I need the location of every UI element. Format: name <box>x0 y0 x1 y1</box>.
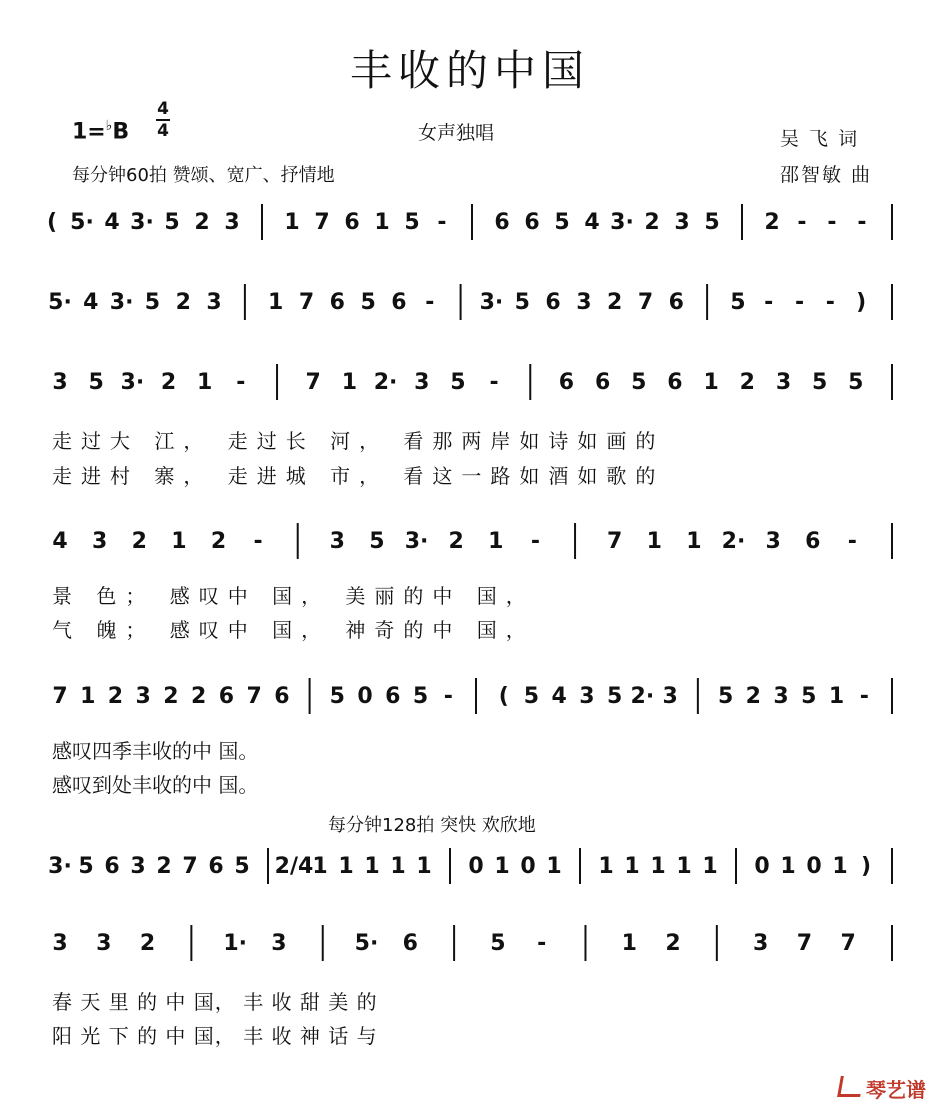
note-token: 3· <box>404 529 429 554</box>
note-token: 7 <box>246 684 262 709</box>
note-token: 1 <box>197 370 213 395</box>
note-token: 6 <box>524 210 540 235</box>
note-token: 5 <box>329 684 345 709</box>
note-token: - <box>425 290 435 315</box>
note-token: 3 <box>271 931 287 956</box>
note-token: 1 <box>780 854 796 879</box>
note-token: - <box>827 210 837 235</box>
note-token: 6 <box>274 684 290 709</box>
note-token: 6 <box>494 210 510 235</box>
note-token: - <box>847 529 857 554</box>
note-token: 1 <box>598 854 614 879</box>
note-token: 4 <box>52 529 68 554</box>
note-token: 2 <box>745 684 761 709</box>
note-token: 3 <box>775 370 792 395</box>
note-token: 0 <box>357 684 373 709</box>
composer: 邵智敏 曲 <box>780 164 873 186</box>
note-token: ( <box>46 210 58 235</box>
note-token: 7 <box>182 854 198 879</box>
note-token: 2 <box>665 931 681 956</box>
note-token: 4 <box>584 210 600 235</box>
note-token: 2 <box>131 529 147 554</box>
note-token: 5 <box>607 684 623 709</box>
note-token: 1 <box>364 854 380 879</box>
note-token: 1 <box>703 370 719 395</box>
note-token: 1 <box>80 684 96 709</box>
note-token: 3 <box>52 931 68 956</box>
note-token: 5 <box>523 684 540 709</box>
note-token: 1 <box>416 854 432 879</box>
lyric-line-7b: 阳 光 下 的 中 国， 丰 收 神 话 与 <box>52 1024 378 1048</box>
note-token: 6 <box>402 931 418 956</box>
note-token: 3 <box>130 854 146 879</box>
note-token: 1 <box>621 931 637 956</box>
note-token: ) <box>856 290 867 315</box>
note-token: 7 <box>305 370 321 395</box>
note-token: 7 <box>607 529 623 554</box>
note-token: 1 <box>338 854 354 879</box>
note-token: 1 <box>171 529 187 554</box>
tempo-marking-2: 每分钟128拍 突快 欢欣地 <box>328 815 536 836</box>
note-token: 2 <box>107 684 124 709</box>
note-token: 5 <box>450 370 466 395</box>
key-note: B <box>112 119 130 145</box>
time-top: 4 <box>157 99 169 119</box>
note-token: 5 <box>144 290 161 315</box>
note-token: 2 <box>163 684 179 709</box>
note-token: 1· <box>223 931 247 956</box>
note-token: 7 <box>840 931 856 956</box>
note-token: 5 <box>164 210 180 235</box>
note-token: 1 <box>488 529 504 554</box>
note-token: 1 <box>268 290 284 315</box>
note-token: ) <box>860 854 872 879</box>
note-token: ( <box>498 684 509 709</box>
note-token: 5· <box>354 931 379 956</box>
note-token: 1 <box>702 854 718 879</box>
note-token: 3· <box>610 210 634 235</box>
note-token: 3 <box>206 290 222 315</box>
note-token: 2· <box>721 529 746 554</box>
performance-note: 女声独唱 <box>418 122 495 144</box>
note-token: - <box>437 210 447 235</box>
note-token: - <box>253 529 263 554</box>
note-token: - <box>794 290 805 315</box>
note-token: 3· <box>109 290 134 315</box>
note-token: 6 <box>218 684 235 709</box>
note-token: 5 <box>848 370 864 395</box>
note-token: 5 <box>514 290 530 315</box>
note-token: 1 <box>341 370 358 395</box>
note-token: - <box>489 370 499 395</box>
note-token: 2· <box>373 370 398 395</box>
note-token: 5 <box>554 210 570 235</box>
note-token: 6 <box>391 290 407 315</box>
note-token: 2 <box>191 684 207 709</box>
note-token: 3· <box>130 210 154 235</box>
note-token: 3· <box>479 290 504 315</box>
note-token: 2/4 <box>274 854 314 879</box>
note-token: 2 <box>156 854 172 879</box>
note-token: - <box>859 684 869 709</box>
note-token: 3 <box>576 290 592 315</box>
note-token: 6 <box>667 370 683 395</box>
note-token: 4 <box>104 210 120 235</box>
note-token: 1 <box>624 854 640 879</box>
note-token: 1 <box>312 854 328 879</box>
note-token: 2 <box>160 370 177 395</box>
lyric-line-5b: 感叹到处丰收的中 国。 <box>52 773 259 797</box>
note-token: 5 <box>717 684 734 709</box>
note-token: 4 <box>83 290 99 315</box>
lyric-line-4a: 景 色； 感叹中 国， 美丽的中 国， <box>52 584 535 608</box>
note-token: 4 <box>551 684 567 709</box>
note-token: 5 <box>631 370 647 395</box>
note-token: 0 <box>754 854 770 879</box>
note-token: 2 <box>194 210 210 235</box>
lyricist: 吴 飞 词 <box>780 128 860 150</box>
note-token: 6 <box>208 854 224 879</box>
note-token: - <box>236 370 246 395</box>
lyric-line-5a: 感叹四季丰收的中 国。 <box>52 739 259 763</box>
time-bottom: 4 <box>157 121 169 141</box>
lyric-line-4b: 气 魄； 感叹中 国， 神奇的中 国， <box>52 618 535 642</box>
note-token: 3 <box>135 684 151 709</box>
note-token: 5 <box>801 684 817 709</box>
note-token: 1 <box>676 854 692 879</box>
note-token: 0 <box>468 854 484 879</box>
note-token: 1 <box>832 854 848 879</box>
note-token: 5 <box>234 854 250 879</box>
lyric-line-7a: 春 天 里 的 中 国， 丰 收 甜 美 的 <box>52 990 378 1014</box>
note-token: 6 <box>104 854 120 879</box>
flat-sign: ♭ <box>105 118 113 134</box>
note-token: - <box>443 684 453 709</box>
note-token: 6 <box>558 370 575 395</box>
note-token: 0 <box>520 854 536 879</box>
note-token: 6 <box>805 529 821 554</box>
key-label: 1= <box>72 119 106 145</box>
note-token: 1 <box>546 854 562 879</box>
song-title: 丰收的中国 <box>349 46 590 95</box>
note-token: 2 <box>644 210 660 235</box>
note-token: 3 <box>52 370 68 395</box>
note-token: 5 <box>404 210 420 235</box>
note-token: 2 <box>607 290 623 315</box>
note-token: 2 <box>448 529 464 554</box>
note-token: 3 <box>329 529 345 554</box>
note-token: 7 <box>52 684 68 709</box>
note-token: 1 <box>646 529 662 554</box>
note-token: - <box>797 210 807 235</box>
note-token: 3 <box>752 931 769 956</box>
note-token: 3 <box>773 684 789 709</box>
note-token: 2 <box>210 529 227 554</box>
note-token: - <box>764 290 774 315</box>
note-token: 1 <box>494 854 510 879</box>
watermark-logo <box>839 1074 926 1103</box>
note-token: 3 <box>96 931 112 956</box>
note-token: 3 <box>224 210 240 235</box>
note-token: 2 <box>739 370 755 395</box>
note-token: 5 <box>88 370 104 395</box>
note-token: 0 <box>806 854 822 879</box>
note-token: 6 <box>594 370 611 395</box>
lyric-line-3b: 走进村 寨， 走进城 市， 看这一路如酒如歌的 <box>52 464 665 488</box>
note-token: 5 <box>490 931 506 956</box>
note-token: 2 <box>139 931 156 956</box>
note-token: 5· <box>70 210 94 235</box>
note-token: 1 <box>390 854 406 879</box>
note-token: - <box>530 529 540 554</box>
watermark-text: 琴艺谱 <box>866 1078 926 1102</box>
note-token: 6 <box>329 290 345 315</box>
note-token: 3· <box>48 854 72 879</box>
note-token: 7 <box>796 931 813 956</box>
note-token: 3 <box>765 529 781 554</box>
note-token: 2· <box>630 684 655 709</box>
note-token: 1 <box>828 684 845 709</box>
note-token: 7 <box>298 290 315 315</box>
note-token: 5· <box>48 290 72 315</box>
note-token: - <box>825 290 835 315</box>
note-token: - <box>857 210 867 235</box>
logo-icon <box>837 1076 864 1097</box>
tempo-marking-1: 每分钟60拍 赞颂、宽广、抒情地 <box>72 165 335 186</box>
note-token: 3· <box>120 370 145 395</box>
note-token: 5 <box>369 529 385 554</box>
note-token: 3 <box>414 370 430 395</box>
note-token: 6 <box>668 290 684 315</box>
note-token: 1 <box>374 210 390 235</box>
note-token: 7 <box>637 290 654 315</box>
note-token: 2 <box>764 210 780 235</box>
note-token: 3 <box>674 210 690 235</box>
note-token: 3 <box>662 684 678 709</box>
note-token: 1 <box>686 529 702 554</box>
note-token: 3 <box>579 684 595 709</box>
note-token: 5 <box>730 290 746 315</box>
note-token: 5 <box>360 290 376 315</box>
note-token: 7 <box>314 210 330 235</box>
note-token: 5 <box>704 210 720 235</box>
note-token: 1 <box>284 210 300 235</box>
note-token: 6 <box>385 684 401 709</box>
note-token: 5 <box>412 684 429 709</box>
note-token: - <box>537 931 547 956</box>
note-token: 5 <box>811 370 828 395</box>
note-token: 3 <box>91 529 108 554</box>
note-token: 2 <box>175 290 191 315</box>
note-token: 6 <box>545 290 561 315</box>
lyric-line-3a: 走过大 江， 走过长 河， 看那两岸如诗如画的 <box>52 429 665 453</box>
note-token: 5 <box>78 854 94 879</box>
note-token: 6 <box>344 210 360 235</box>
note-token: 1 <box>650 854 666 879</box>
